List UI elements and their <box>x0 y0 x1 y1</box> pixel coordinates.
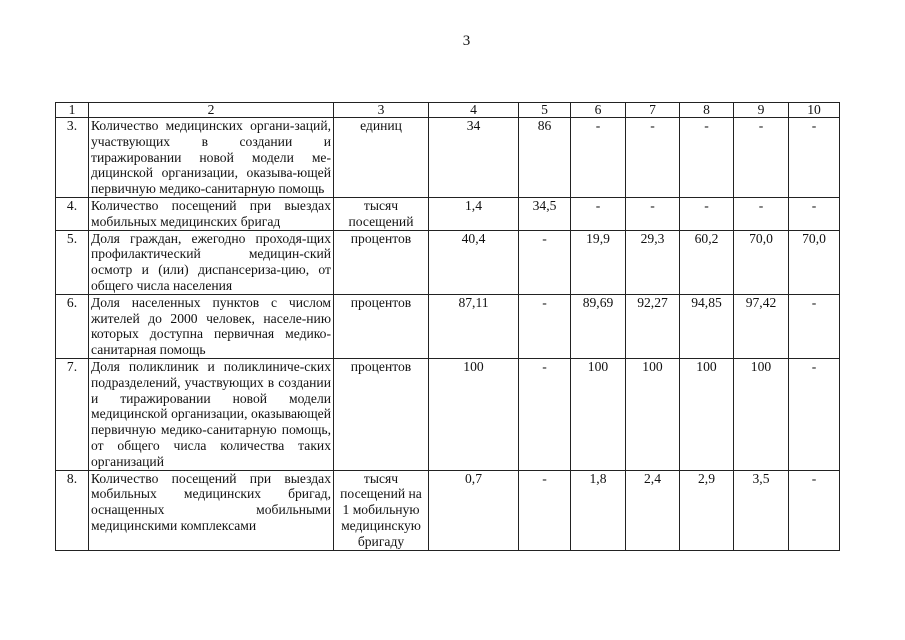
unit-of-measure: единиц <box>334 118 429 198</box>
row-number: 6. <box>56 294 89 358</box>
value-cell: 97,42 <box>734 294 789 358</box>
table-row <box>56 358 840 470</box>
indicator-name: Количество медицинских органи-заций, участвующих в создании и тиражировании новой модели ме-дицинской организации, оказыва-ющей первичную медико-санитарную помощь <box>89 118 334 198</box>
row-number: 7. <box>56 358 89 470</box>
column-header: 8 <box>680 103 734 118</box>
value-cell: - <box>519 294 571 358</box>
column-header: 9 <box>734 103 789 118</box>
value-cell: 1,4 <box>429 197 519 230</box>
value-cell: 100 <box>734 358 789 470</box>
value-cell: 0,7 <box>429 470 519 550</box>
value-cell: 29,3 <box>626 230 680 294</box>
value-cell: - <box>519 358 571 470</box>
unit-of-measure: процентов <box>334 294 429 358</box>
value-cell: - <box>626 197 680 230</box>
table-row <box>56 230 840 294</box>
table-row <box>56 294 840 358</box>
column-header: 2 <box>89 103 334 118</box>
row-number: 8. <box>56 470 89 550</box>
column-header: 4 <box>429 103 519 118</box>
row-number: 5. <box>56 230 89 294</box>
value-cell: - <box>626 118 680 198</box>
value-cell: 100 <box>429 358 519 470</box>
value-cell: 92,27 <box>626 294 680 358</box>
value-cell: - <box>789 470 840 550</box>
row-number: 4. <box>56 197 89 230</box>
value-cell: 70,0 <box>789 230 840 294</box>
value-cell: - <box>734 118 789 198</box>
value-cell: 70,0 <box>734 230 789 294</box>
value-cell: 86 <box>519 118 571 198</box>
value-cell: - <box>680 118 734 198</box>
row-number: 3. <box>56 118 89 198</box>
indicators-table <box>55 102 840 551</box>
value-cell: 1,8 <box>571 470 626 550</box>
value-cell: - <box>734 197 789 230</box>
value-cell: - <box>789 358 840 470</box>
value-cell: 2,9 <box>680 470 734 550</box>
value-cell: - <box>571 118 626 198</box>
indicator-name: Доля поликлиник и поликлиниче-ских подразделений, участвующих в создании и тиражировании новой модели медицинской организации, оказывающей первичную медико-санитарную помощь, от общего числа количества таких организаций <box>89 358 334 470</box>
column-header: 3 <box>334 103 429 118</box>
value-cell: 100 <box>571 358 626 470</box>
table-row <box>56 118 840 198</box>
table-row <box>56 197 840 230</box>
value-cell: 100 <box>680 358 734 470</box>
page-number: 3 <box>462 33 471 49</box>
column-header: 1 <box>56 103 89 118</box>
value-cell: 87,11 <box>429 294 519 358</box>
indicator-name: Количество посещений при выездах мобильных медицинских бригад <box>89 197 334 230</box>
column-header: 6 <box>571 103 626 118</box>
column-header: 7 <box>626 103 680 118</box>
value-cell: - <box>680 197 734 230</box>
value-cell: 100 <box>626 358 680 470</box>
value-cell: - <box>789 197 840 230</box>
unit-of-measure: процентов <box>334 230 429 294</box>
value-cell: 19,9 <box>571 230 626 294</box>
indicator-name: Доля граждан, ежегодно проходя-щих профилактический медицин-ский осмотр и (или) диспансериза-цию, от общего числа населения <box>89 230 334 294</box>
value-cell: 89,69 <box>571 294 626 358</box>
unit-of-measure: процентов <box>334 358 429 470</box>
indicator-name: Количество посещений при выездах мобильных медицинских бригад, оснащенных мобильными медицинскими комплексами <box>89 470 334 550</box>
indicator-name: Доля населенных пунктов с числом жителей до 2000 человек, населе-нию которых доступна первичная медико-санитарная помощь <box>89 294 334 358</box>
value-cell: - <box>789 118 840 198</box>
value-cell: 40,4 <box>429 230 519 294</box>
value-cell: - <box>519 470 571 550</box>
column-header: 10 <box>789 103 840 118</box>
table-row <box>56 470 840 550</box>
value-cell: 3,5 <box>734 470 789 550</box>
table-header-row <box>56 103 840 118</box>
value-cell: 34,5 <box>519 197 571 230</box>
value-cell: 60,2 <box>680 230 734 294</box>
column-header: 5 <box>519 103 571 118</box>
value-cell: 2,4 <box>626 470 680 550</box>
value-cell: - <box>789 294 840 358</box>
unit-of-measure: тысяч посещений на 1 мобильную медицинскую бригаду <box>334 470 429 550</box>
value-cell: 34 <box>429 118 519 198</box>
value-cell: 94,85 <box>680 294 734 358</box>
value-cell: - <box>519 230 571 294</box>
value-cell: - <box>571 197 626 230</box>
unit-of-measure: тысяч посещений <box>334 197 429 230</box>
